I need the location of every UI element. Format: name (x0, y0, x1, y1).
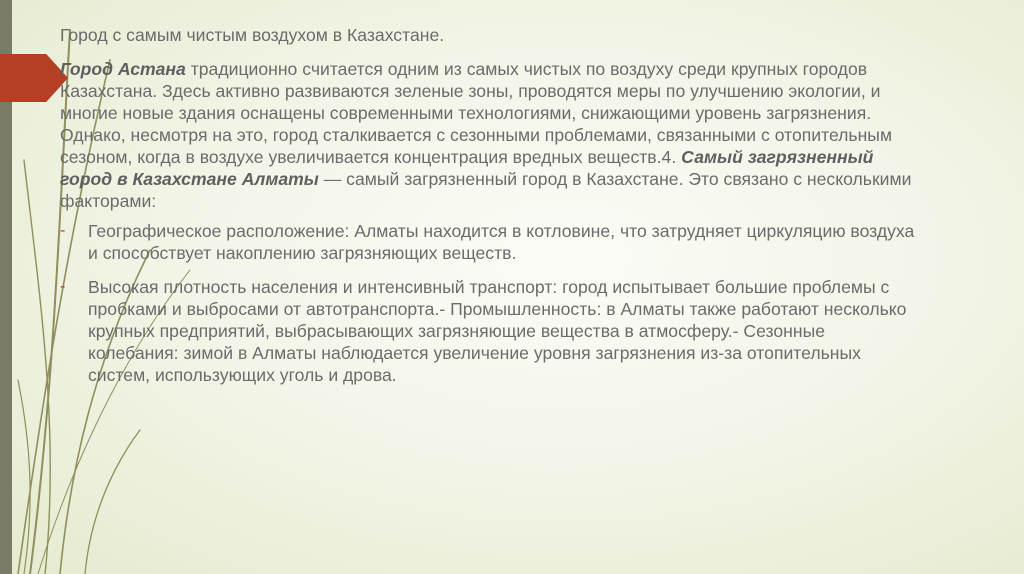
bullet-item (60, 220, 920, 264)
bullet-text: Географическое расположение: Алматы находится в котловине, что затрудняет циркуляцию воздуха и способствует накоплению загрязняющих веществ. (88, 221, 915, 263)
slide-content (60, 24, 920, 398)
emphasis-almaty: Самый загрязненный город в Казахстане Алматы (60, 147, 874, 189)
paragraph-text-1: традиционно считается одним из самых чистых по воздуху среди крупных городов Казахстана. Здесь активно развиваются зеленые зоны, проводятся меры по улучшению экологии, и многие новые здания оснащены современными технологиями, снижающими уровень загрязнения. Однако, несмотря на это, город сталкивается с сезонными проблемами, связанными с отопительным сезоном, когда в воздухе увеличивается концентрация вредных веществ.4. (60, 59, 893, 167)
deco-curve (18, 380, 30, 574)
bullet-item (60, 276, 920, 386)
deco-curve (85, 430, 140, 574)
main-paragraph (60, 58, 920, 212)
emphasis-astana: Город Астана (60, 59, 186, 79)
bullet-dash: - (60, 278, 66, 295)
paragraph-text-2: — самый загрязненный город в Казахстане. Это связано с несколькими факторами: (60, 169, 912, 211)
bullet-text: Высокая плотность населения и интенсивный транспорт: город испытывает большие проблемы с пробками и выбросами от автотранспорта.- Промышленность: в Алматы также работают несколько крупных предприятий, выбрасывающих загрязняющие вещества в атмосферу.- Сезонные колебания: зимой в Алматы наблюдается увеличение уровня загрязнения из-за отопительных систем, использующих уголь и дрова. (88, 277, 907, 385)
slide-heading: Город с самым чистым воздухом в Казахстане. (60, 25, 445, 45)
bullet-list (60, 220, 920, 386)
bullet-dash: - (60, 222, 66, 239)
